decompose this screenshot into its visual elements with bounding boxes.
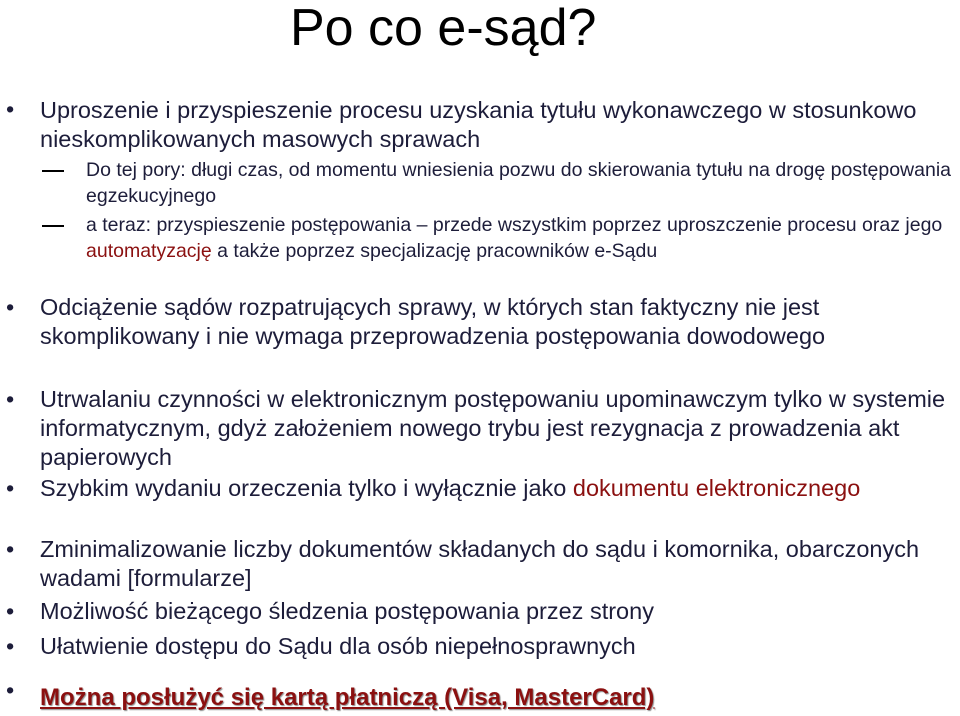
list-item	[40, 474, 958, 503]
dash-marker	[42, 225, 64, 227]
bullet-dot: •	[6, 386, 15, 412]
sub-list-item	[86, 212, 956, 264]
bullet-dot: •	[6, 677, 15, 703]
list-item-text: Odciążenie sądów rozpatrujących sprawy, w których stan faktyczny nie jest skomplikowany i nie wymaga przeprowadzenia postępowania dowodowego	[40, 294, 826, 349]
list-item-text-a: Szybkim wydaniu orzeczenia tylko i wyłącznie jako	[40, 475, 573, 501]
sub-list-item-text: Do tej pory: długi czas, od momentu wniesienia pozwu do skierowania tytułu na drogę postępowania egzekucyjnego	[86, 159, 951, 207]
list-item	[40, 96, 958, 154]
sub-list-item	[86, 157, 956, 209]
bullet-dot: •	[6, 294, 15, 320]
list-item-accent: dokumentu elektronicznego	[572, 475, 861, 501]
list-item-text: Uproszenie i przyspieszenie procesu uzyskania tytułu wykonawczego w stosunkowo nieskomplikowanych masowych sprawach	[40, 97, 917, 152]
bullet-dot: •	[6, 536, 15, 562]
bullet-dot: •	[6, 633, 15, 659]
list-item-highlight	[40, 683, 958, 713]
bullet-dot: •	[6, 475, 15, 501]
slide-title: Po co e-sąd?	[290, 0, 597, 57]
sub-list-item-text-b: a także poprzez specjalizację pracowników e-Sądu	[211, 240, 658, 262]
list-item-text: Utrwalaniu czynności w elektronicznym postępowaniu upominawczym tylko w systemie informatycznym, gdyż założeniem nowego trybu jest rezygnacja z prowadzenia akt papierowych	[40, 386, 946, 470]
bullet-dot: •	[6, 598, 15, 624]
list-item	[40, 535, 958, 593]
list-item	[40, 293, 958, 351]
list-item	[40, 597, 958, 626]
list-item-text: Można posłużyć się kartą płatniczą (Visa, MasterCard)	[40, 684, 655, 711]
dash-marker	[42, 170, 64, 172]
list-item-text: Ułatwienie dostępu do Sądu dla osób niepełnosprawnych	[40, 633, 636, 659]
list-item-text: Możliwość bieżącego śledzenia postępowania przez strony	[40, 598, 654, 624]
sub-list-item-text-a: a teraz: przyspieszenie postępowania – przede wszystkim poprzez uproszczenie procesu oraz jego	[86, 214, 943, 236]
bullet-dot: •	[6, 96, 15, 122]
sub-list-item-accent: automatyzację	[86, 240, 212, 262]
list-item-text: Zminimalizowanie liczby dokumentów składanych do sądu i komornika, obarczonych wadami [formularze]	[40, 536, 920, 591]
list-item	[40, 632, 958, 661]
list-item	[40, 385, 958, 472]
